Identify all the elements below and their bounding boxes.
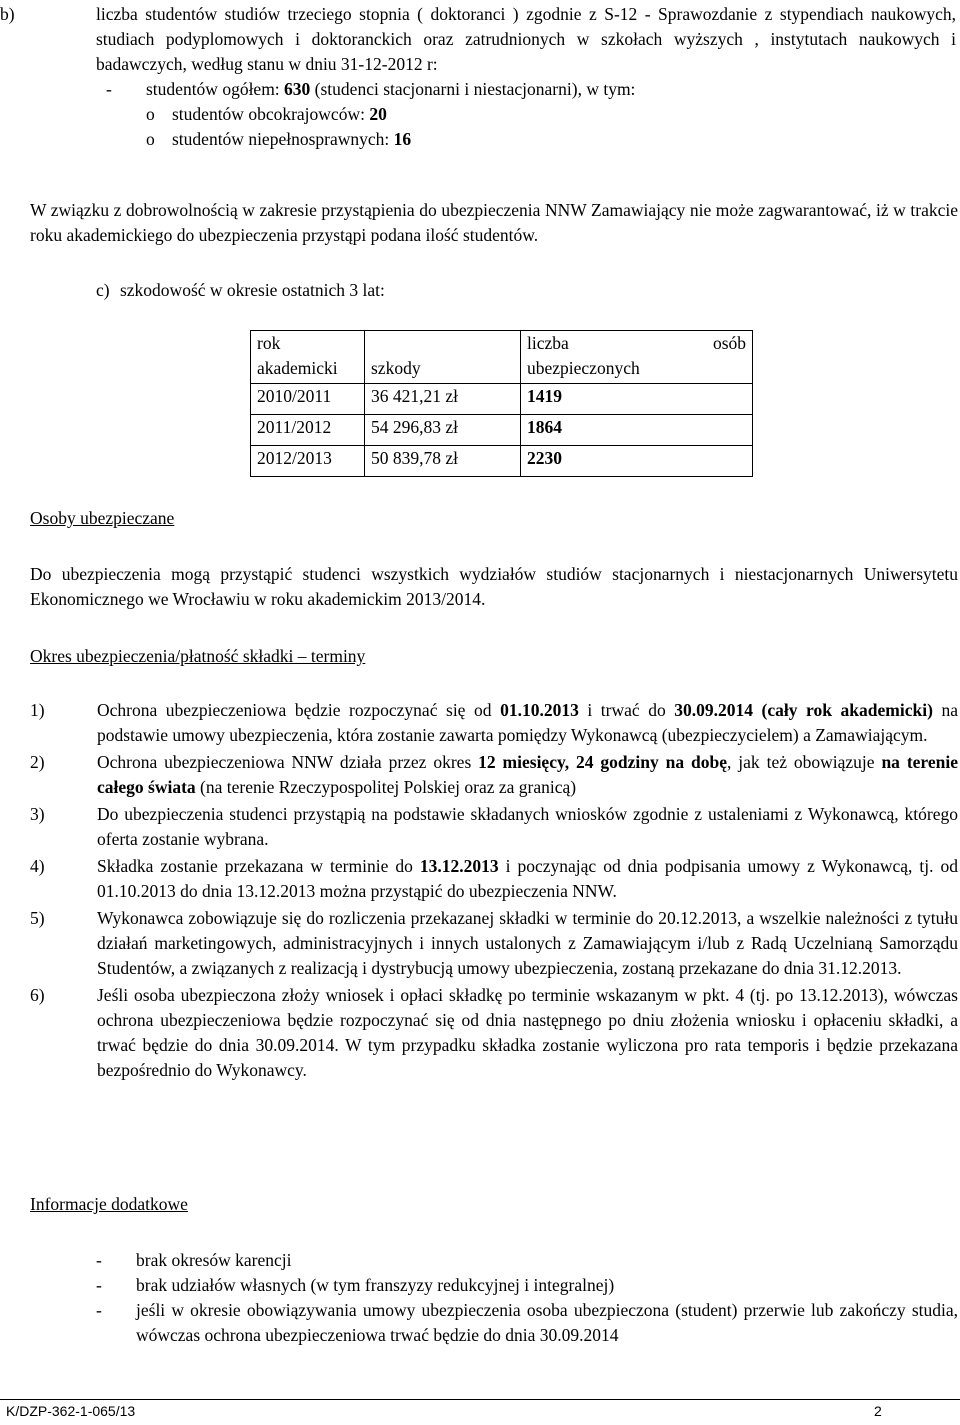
students-total-label: studentów ogółem: — [146, 79, 285, 99]
list-number: 4) — [30, 856, 45, 876]
list-item — [30, 854, 958, 904]
item-text: Ochrona ubezpieczeniowa będzie rozpoczynać się od — [97, 700, 501, 720]
terms-list — [30, 698, 958, 1085]
foreign-students-item — [106, 102, 956, 127]
section-b — [0, 2, 956, 152]
section-c-label: c) — [96, 280, 110, 300]
table-row — [251, 415, 753, 446]
section-c — [96, 278, 796, 303]
list-item — [30, 906, 958, 981]
table-row — [251, 384, 753, 415]
list-item — [30, 750, 958, 800]
dash-bullet: - — [96, 1250, 102, 1270]
list-number: 1) — [30, 700, 45, 720]
cell-claims: 50 839,78 zł — [365, 446, 521, 477]
item-text: Składka zostanie przekazana w terminie do — [97, 856, 420, 876]
list-item — [30, 698, 958, 748]
cell-year: 2011/2012 — [251, 415, 365, 446]
list-item — [96, 1248, 958, 1273]
header-claims-text: szkody — [371, 358, 421, 378]
heading-insured-persons — [30, 506, 174, 531]
header-claims — [365, 331, 521, 384]
list-item — [96, 1273, 958, 1298]
item-text: Do ubezpieczenia studenci przystąpią na podstawie składanych wniosków zgodnie z ustaleniami z Wykonawcą, którego oferta zostanie wybrana. — [97, 804, 958, 849]
item-text: na podstawie umowy ubezpieczenia, która zostanie zawarta pomiędzy Wykonawcą (ubezpieczycielem) a Zamawiającym. — [97, 700, 958, 745]
document-reference-code: K/DZP-362-1-065/13 — [6, 1403, 136, 1419]
page-number: 2 — [874, 1403, 882, 1419]
item-text: i trwać do — [578, 700, 675, 720]
item-bold: 01.10.2013 — [500, 700, 579, 720]
item-text: Wykonawca zobowiązuje się do rozliczenia przekazanej składki w terminie do 20.12.2013, a wszelkie należności z tytułu działań marketingowych, administracyjnych i innych ustalonych z Zamawiającym i/lub z Radą Uczelnianą Samorządu Studentów, a związanych z realizacją i dystrybucją umowy ubezpieczenia, zostaną przekazane do dnia 31.12.2013. — [97, 908, 958, 978]
item-text: Jeśli osoba ubezpieczona złoży wniosek i opłaci składkę po terminie wskazanym w pkt. 4 (tj. po 13.12.2013), wówczas ochrona ubezpieczeniowa będzie rozpoczynać się od dnia następnego po dniu złożenia wniosku i opłaceniu składki, a trwać będzie do dnia 30.09.2014. W tym przypadku składka zostanie wyliczona pro rata temporis i będzie przekazana bezpośrednio do Wykonawcy. — [97, 985, 958, 1080]
section-b-label: b) — [0, 4, 15, 24]
foreign-students-value: 20 — [369, 104, 387, 124]
item-text: (na terenie Rzeczypospolitej Polskiej oraz za granicą) — [195, 777, 577, 797]
item-text: Ochrona ubezpieczeniowa NNW działa przez okres — [97, 752, 479, 772]
section-b-heading — [0, 2, 956, 77]
dash-bullet: - — [96, 1275, 102, 1295]
dash-bullet: - — [96, 1300, 102, 1320]
cell-insured — [521, 446, 753, 477]
table-row — [251, 446, 753, 477]
claims-table — [250, 330, 753, 477]
heading-additional-info — [30, 1192, 188, 1217]
cell-claims: 36 421,21 zł — [365, 384, 521, 415]
list-item — [30, 802, 958, 852]
heading-period-text: Okres ubezpieczenia/płatność składki – terminy — [30, 646, 366, 666]
item-text: brak udziałów własnych (w tym franszyzy redukcyjnej i integralnej) — [136, 1275, 615, 1295]
students-total-item — [106, 77, 956, 102]
disabled-students-value: 16 — [393, 129, 412, 149]
header-insured — [521, 331, 753, 384]
item-bold: 30.09.2014 (cały rok akademicki) — [674, 700, 933, 720]
list-number: 3) — [30, 804, 45, 824]
list-number: 5) — [30, 908, 45, 928]
footer-divider — [0, 1399, 960, 1400]
circle-bullet: o — [146, 104, 155, 124]
header-year-line2: akademicki — [257, 358, 338, 378]
item-text: jeśli w okresie obowiązywania umowy ubezpieczenia osoba ubezpieczona (student) przerwie lub zakończy studia, wówczas ochrona ubezpieczeniowa trwać będzie do dnia 30.09.2014 — [136, 1300, 958, 1345]
cell-insured-value: 1864 — [527, 417, 562, 437]
list-item — [96, 1298, 958, 1348]
cell-insured-value: 1419 — [527, 386, 562, 406]
item-text: , jak też obowiązuje — [727, 752, 882, 772]
circle-bullet: o — [146, 129, 155, 149]
header-insured-word2: osób — [712, 333, 746, 353]
disabled-students-item — [106, 127, 956, 152]
disabled-students-label: studentów niepełnosprawnych: — [172, 129, 394, 149]
students-total-value: 630 — [284, 79, 311, 99]
cell-insured-value: 2230 — [527, 448, 562, 468]
table-header-row — [251, 331, 753, 384]
list-number: 2) — [30, 752, 45, 772]
heading-period — [30, 644, 365, 669]
section-b-text: liczba studentów studiów trzeciego stopnia ( doktoranci ) zgodnie z S-12 - Sprawozdanie z stypendiach naukowych, studiach podyplomowych i doktoranckich oraz zatrudnionych w szkołach wyższych , instytutach naukowych i badawczych, według stanu w dniu 31-12-2012 r: — [96, 4, 956, 74]
cell-insured — [521, 384, 753, 415]
header-year — [251, 331, 365, 384]
cell-year: 2012/2013 — [251, 446, 365, 477]
list-number: 6) — [30, 985, 45, 1005]
eligibility-paragraph: Do ubezpieczenia mogą przystąpić studenci wszystkich wydziałów studiów stacjonarnych i niestacjonarnych Uniwersytetu Ekonomicznego we Wrocławiu w roku akademickim 2013/2014. — [30, 564, 958, 609]
heading-additional-info-text: Informacje dodatkowe — [30, 1194, 188, 1214]
students-total-post: (studenci stacjonarni i niestacjonarni), w tym: — [310, 79, 636, 99]
item-bold: na terenie całego świata — [97, 752, 958, 797]
header-insured-word1: liczba — [527, 333, 569, 353]
voluntary-paragraph: W związku z dobrowolnością w zakresie przystąpienia do ubezpieczenia NNW Zamawiający nie może zagwarantować, iż w trakcie roku akademickiego do ubezpieczenia przystąpi podana ilość studentów. — [30, 200, 958, 245]
cell-claims: 54 296,83 zł — [365, 415, 521, 446]
item-text: i poczynając od dnia podpisania umowy z Wykonawcą, tj. od 01.10.2013 do dnia 13.12.2013 można przystąpić do ubezpieczenia NNW. — [97, 856, 958, 901]
header-insured-line2: ubezpieczonych — [527, 358, 640, 378]
cell-insured — [521, 415, 753, 446]
info-list — [96, 1248, 958, 1348]
foreign-students-label: studentów obcokrajowców: — [172, 104, 370, 124]
item-text: brak okresów karencji — [136, 1250, 292, 1270]
dash-bullet: - — [106, 79, 112, 99]
cell-year: 2010/2011 — [251, 384, 365, 415]
section-c-text: szkodowość w okresie ostatnich 3 lat: — [119, 280, 385, 300]
item-bold: 13.12.2013 — [419, 856, 499, 876]
item-bold: 12 miesięcy, 24 godziny na dobę — [478, 752, 728, 772]
heading-insured-persons-text: Osoby ubezpieczane — [30, 508, 175, 528]
list-item — [30, 983, 958, 1083]
header-year-line1: rok — [257, 333, 281, 353]
